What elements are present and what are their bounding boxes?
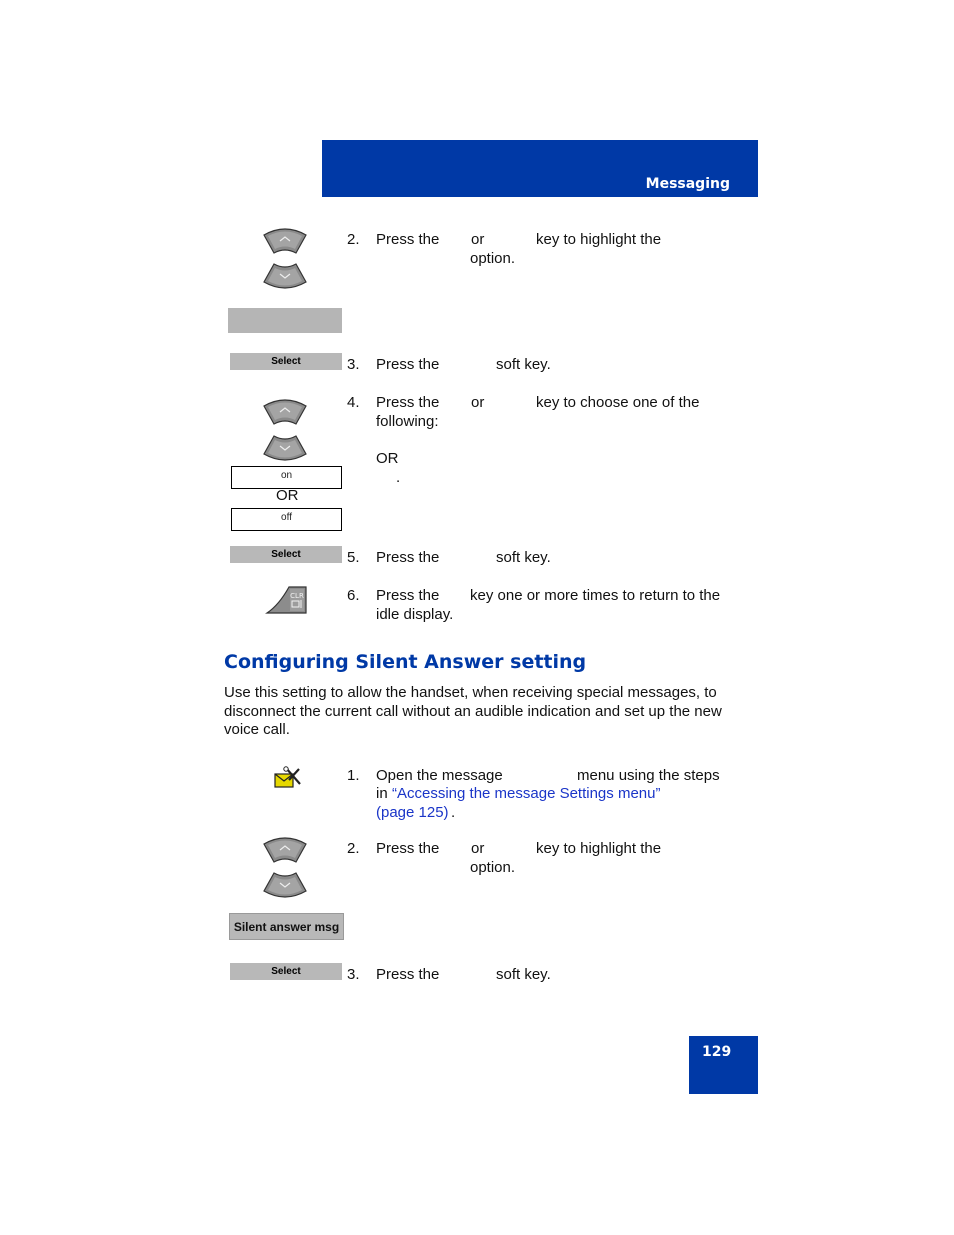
navigation-down-key-icon [262,871,308,901]
step-text: option. [470,250,516,267]
display-option-on: on [231,466,342,489]
step-text: . [396,469,401,486]
page-number-box [689,1036,758,1094]
step-text: Press the [376,966,440,983]
step-text: Press the [376,840,440,857]
svg-text:CLR: CLR [290,592,304,600]
select-softkey: Select [230,963,342,980]
display-option-off: off [231,508,342,531]
navigation-down-key-icon [262,262,308,292]
step-text: OR [376,450,399,467]
step-text: soft key. [496,966,551,983]
step-number: 2. [347,840,360,857]
header-title: Messaging [645,176,730,192]
navigation-up-key-icon [262,396,308,426]
step-number: 6. [347,587,360,604]
step-number: 2. [347,231,360,248]
section-heading: Configuring Silent Answer setting [224,651,587,673]
step-text: option. [470,859,516,876]
page-number: 129 [702,1044,732,1060]
step-text: following: [376,413,439,430]
step-text: Press the [376,549,440,566]
step-text: or [471,231,485,248]
step-number: 1. [347,767,360,784]
step-number: 3. [347,356,360,373]
step-text: Press the [376,231,440,248]
step-number: 4. [347,394,360,411]
clear-key-icon [265,585,309,615]
blank-display-screen [228,308,342,333]
step-text: soft key. [496,356,551,373]
section-paragraph: Use this setting to allow the handset, when receiving special messages, to disconnect the current call without an audible indication and set up the new voice call. [224,684,722,738]
step-text: idle display. [376,606,454,623]
step-text: or [471,394,485,411]
select-softkey: Select [230,353,342,370]
step-text: or [471,840,485,857]
step-text: soft key. [496,549,551,566]
menu-item-silent-answer-msg: Silent answer msg [229,913,344,940]
step-text: key to highlight the [536,231,662,248]
step-text: key to highlight the [536,840,662,857]
step-text: Press the [376,356,440,373]
step-text: Open the message [376,767,503,784]
step-text: Press the [376,587,440,604]
step-number: 5. [347,549,360,566]
select-softkey: Select [230,546,342,563]
step-text: key one or more times to return to the [470,587,721,604]
step-text: menu using the steps [577,767,720,784]
step-text: . [451,804,456,821]
or-label: OR [276,487,299,504]
page-reference-link[interactable]: (page 125) [376,804,449,821]
settings-tools-icon [273,766,303,790]
step-text: Press the [376,394,440,411]
step-text: key to choose one of the [536,394,700,411]
navigation-up-key-icon [262,225,308,255]
navigation-up-key-icon [262,834,308,864]
step-text: in [376,785,388,802]
settings-menu-link[interactable]: “Accessing the message Settings menu” [392,785,661,802]
navigation-down-key-icon [262,434,308,464]
header-bar [322,140,758,197]
step-number: 3. [347,966,360,983]
